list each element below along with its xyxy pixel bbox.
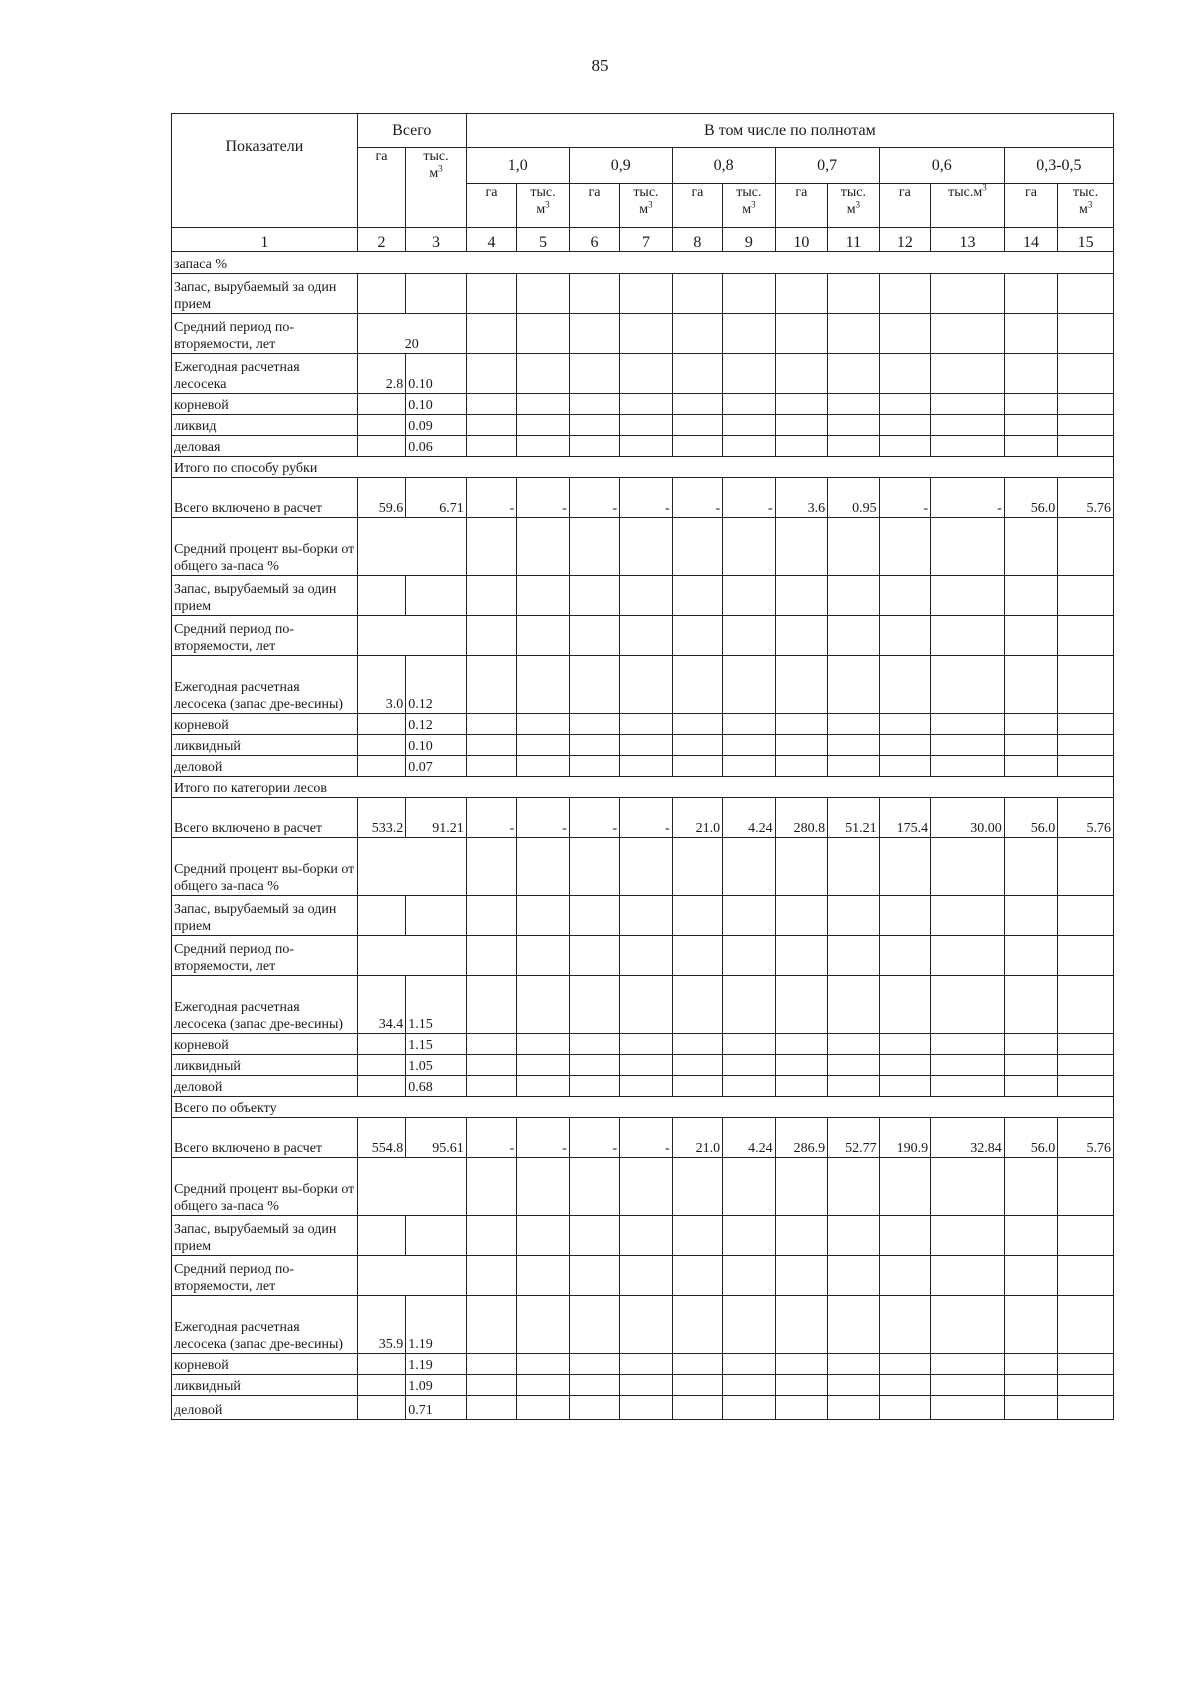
table-row: [172, 576, 1114, 616]
column-number: 15: [1058, 228, 1114, 252]
cell-value: 35.9: [357, 1296, 405, 1354]
row-label: ликвидный: [172, 1375, 358, 1396]
table-row: [172, 415, 1114, 436]
cell-value: -: [517, 798, 569, 838]
table-row: [172, 896, 1114, 936]
cell-value: 59.6: [357, 478, 405, 518]
header-by-density: В том числе по полнотам: [466, 114, 1113, 148]
header-density-2: 0,9: [569, 148, 672, 184]
cell-value: -: [517, 478, 569, 518]
table-row: [172, 1354, 1114, 1375]
cell-value: 56.0: [1004, 1118, 1058, 1158]
sub-ha: га: [775, 184, 827, 228]
page-number: 85: [591, 56, 609, 75]
cell-value: 32.84: [931, 1118, 1005, 1158]
row-label: Ежегодная расчетная лесосека (запас дре-весины): [172, 976, 358, 1034]
cell-value: 1.19: [406, 1296, 467, 1354]
cell-value: 0.10: [406, 354, 467, 394]
row-label: Запас, вырубаемый за один прием: [172, 896, 358, 936]
header-density-6: 0,3-0,5: [1004, 148, 1113, 184]
cell-value: 4.24: [723, 798, 775, 838]
row-label: Средний период по-вторяемости, лет: [172, 936, 358, 976]
row-label: запаса %: [172, 252, 1114, 274]
header-density-5: 0,6: [879, 148, 1004, 184]
row-label: Всего включено в расчет: [172, 798, 358, 838]
column-number: 13: [931, 228, 1005, 252]
cell-value: -: [466, 478, 516, 518]
sub-m3: тыс. $м^3$: [1058, 184, 1114, 228]
section-title: Итого по категории лесов: [172, 777, 1114, 798]
cell-value: 4.24: [723, 1118, 775, 1158]
cell-value: 175.4: [879, 798, 930, 838]
cell-value: 21.0: [672, 1118, 722, 1158]
header-total-m3: тыс. $м^3$: [406, 148, 467, 228]
table-row: [172, 1256, 1114, 1296]
table-row: [172, 354, 1114, 394]
table-row: [172, 1375, 1114, 1396]
sub-m3: тыс. $м^3$: [828, 184, 879, 228]
column-number: 9: [723, 228, 775, 252]
cell-value: 2.8: [357, 354, 405, 394]
row-label: Средний период по-вторяемости, лет: [172, 1256, 358, 1296]
section-title: Итого по способу рубки: [172, 457, 1114, 478]
cell-value: -: [672, 478, 722, 518]
header-indicators: Показатели: [172, 114, 358, 228]
cell-value: 56.0: [1004, 478, 1058, 518]
column-number: 7: [620, 228, 672, 252]
cell-value: -: [517, 1118, 569, 1158]
cell-value: -: [569, 798, 619, 838]
cell-value: -: [723, 478, 775, 518]
sub-m3: тыс. $м^3$: [517, 184, 569, 228]
row-label: деловой: [172, 756, 358, 777]
cell-value: 5.76: [1058, 478, 1114, 518]
row-label: Ежегодная расчетная лесосека: [172, 354, 358, 394]
column-number: 12: [879, 228, 930, 252]
cell-value: 34.4: [357, 976, 405, 1034]
sub-ha: га: [569, 184, 619, 228]
table-row: [172, 1296, 1114, 1354]
sub-ha: га: [466, 184, 516, 228]
table-row: [172, 1076, 1114, 1097]
cell-value: 1.09: [406, 1375, 467, 1396]
sub-ha: га: [672, 184, 722, 228]
header-density-3: 0,8: [672, 148, 775, 184]
row-label: Всего включено в расчет: [172, 478, 358, 518]
cell-value: 0.71: [406, 1396, 467, 1420]
table-row: [172, 274, 1114, 314]
column-number: 4: [466, 228, 516, 252]
cell-value: -: [466, 1118, 516, 1158]
header-density-1: 1,0: [466, 148, 569, 184]
sub-m3: $тыс.м^3$: [931, 184, 1005, 228]
table-row: [172, 936, 1114, 976]
table-row: [172, 394, 1114, 415]
row-label: Средний период по-вторяемости, лет: [172, 314, 358, 354]
cell-value: 6.71: [406, 478, 467, 518]
cell-value: 0.68: [406, 1076, 467, 1097]
row-label: корневой: [172, 1354, 358, 1375]
sub-ha: га: [879, 184, 930, 228]
sub-ha: га: [1004, 184, 1058, 228]
row-label: ликвид: [172, 415, 358, 436]
cell-value: -: [620, 478, 672, 518]
table-row: [172, 714, 1114, 735]
cell-value: 533.2: [357, 798, 405, 838]
column-number: 6: [569, 228, 619, 252]
cell-value: 0.06: [406, 436, 467, 457]
table-row: [172, 976, 1114, 1034]
cell-value: 56.0: [1004, 798, 1058, 838]
table-row: [172, 436, 1114, 457]
column-number: 1: [172, 228, 358, 252]
table-row: [172, 838, 1114, 896]
cell-value: 1.15: [406, 976, 467, 1034]
table-row: [172, 1118, 1114, 1158]
period-value: 20: [357, 314, 466, 354]
cell-value: 0.09: [406, 415, 467, 436]
column-number: 11: [828, 228, 879, 252]
column-number: 5: [517, 228, 569, 252]
table-row: [172, 1158, 1114, 1216]
cell-value: 0.12: [406, 714, 467, 735]
forest-cutting-table: [171, 113, 1114, 1420]
sub-m3: тыс. $м^3$: [723, 184, 775, 228]
cell-value: 190.9: [879, 1118, 930, 1158]
section-title: Всего по объекту: [172, 1097, 1114, 1118]
header-total-ha: га: [357, 148, 405, 228]
cell-value: 280.8: [775, 798, 827, 838]
cell-value: 5.76: [1058, 798, 1114, 838]
row-label: корневой: [172, 714, 358, 735]
row-label: Запас, вырубаемый за один прием: [172, 1216, 358, 1256]
cell-value: 3.0: [357, 656, 405, 714]
cell-value: 91.21: [406, 798, 467, 838]
cell-value: 52.77: [828, 1118, 879, 1158]
cell-value: 30.00: [931, 798, 1005, 838]
cell-value: -: [569, 1118, 619, 1158]
cell-value: -: [466, 798, 516, 838]
row-label: Запас, вырубаемый за один прием: [172, 576, 358, 616]
cell-value: 0.95: [828, 478, 879, 518]
row-label: деловой: [172, 1076, 358, 1097]
column-number: 2: [357, 228, 405, 252]
table-row: [172, 1396, 1114, 1420]
cell-value: 5.76: [1058, 1118, 1114, 1158]
cell-value: 1.15: [406, 1034, 467, 1055]
cell-value: -: [879, 478, 930, 518]
cell-value: 51.21: [828, 798, 879, 838]
row-label: Средний процент вы-борки от общего за-паса %: [172, 838, 358, 896]
row-label: корневой: [172, 394, 358, 415]
cell-value: 0.12: [406, 656, 467, 714]
cell-value: 95.61: [406, 1118, 467, 1158]
row-label: деловой: [172, 1396, 358, 1420]
table-row: [172, 735, 1114, 756]
header-density-4: 0,7: [775, 148, 879, 184]
sub-m3: тыс. $м^3$: [620, 184, 672, 228]
table-row: [172, 478, 1114, 518]
table-header: [172, 114, 1114, 252]
table-row: [172, 756, 1114, 777]
cell-value: -: [620, 1118, 672, 1158]
table-row: [172, 1216, 1114, 1256]
row-label: Средний период по-вторяемости, лет: [172, 616, 358, 656]
row-label: Ежегодная расчетная лесосека (запас дре-весины): [172, 656, 358, 714]
cell-value: -: [620, 798, 672, 838]
table-row: [172, 1034, 1114, 1055]
table-row: [172, 616, 1114, 656]
cell-value: 286.9: [775, 1118, 827, 1158]
table-row: [172, 518, 1114, 576]
header-total: Всего: [357, 114, 466, 148]
column-number-row: [172, 228, 1114, 252]
column-number: 8: [672, 228, 722, 252]
cell-value: 0.10: [406, 394, 467, 415]
row-label: Запас, вырубаемый за один прием: [172, 274, 358, 314]
row-label: Всего включено в расчет: [172, 1118, 358, 1158]
cell-value: 0.10: [406, 735, 467, 756]
cell-value: -: [569, 478, 619, 518]
cell-value: 3.6: [775, 478, 827, 518]
cell-value: 1.19: [406, 1354, 467, 1375]
row-label: Средний процент вы-борки от общего за-паса %: [172, 518, 358, 576]
row-label: деловая: [172, 436, 358, 457]
row-label: Ежегодная расчетная лесосека (запас дре-весины): [172, 1296, 358, 1354]
column-number: 10: [775, 228, 827, 252]
row-label: корневой: [172, 1034, 358, 1055]
column-number: 3: [406, 228, 467, 252]
cell-value: 0.07: [406, 756, 467, 777]
cell-value: 554.8: [357, 1118, 405, 1158]
cell-value: 21.0: [672, 798, 722, 838]
table-row: [172, 656, 1114, 714]
cell-value: -: [931, 478, 1005, 518]
row-label: ликвидный: [172, 1055, 358, 1076]
row-label: Средний процент вы-борки от общего за-паса %: [172, 1158, 358, 1216]
table-row: [172, 314, 1114, 354]
table-row: [172, 798, 1114, 838]
row-label: ликвидный: [172, 735, 358, 756]
table-row: [172, 1055, 1114, 1076]
column-number: 14: [1004, 228, 1058, 252]
cell-value: 1.05: [406, 1055, 467, 1076]
